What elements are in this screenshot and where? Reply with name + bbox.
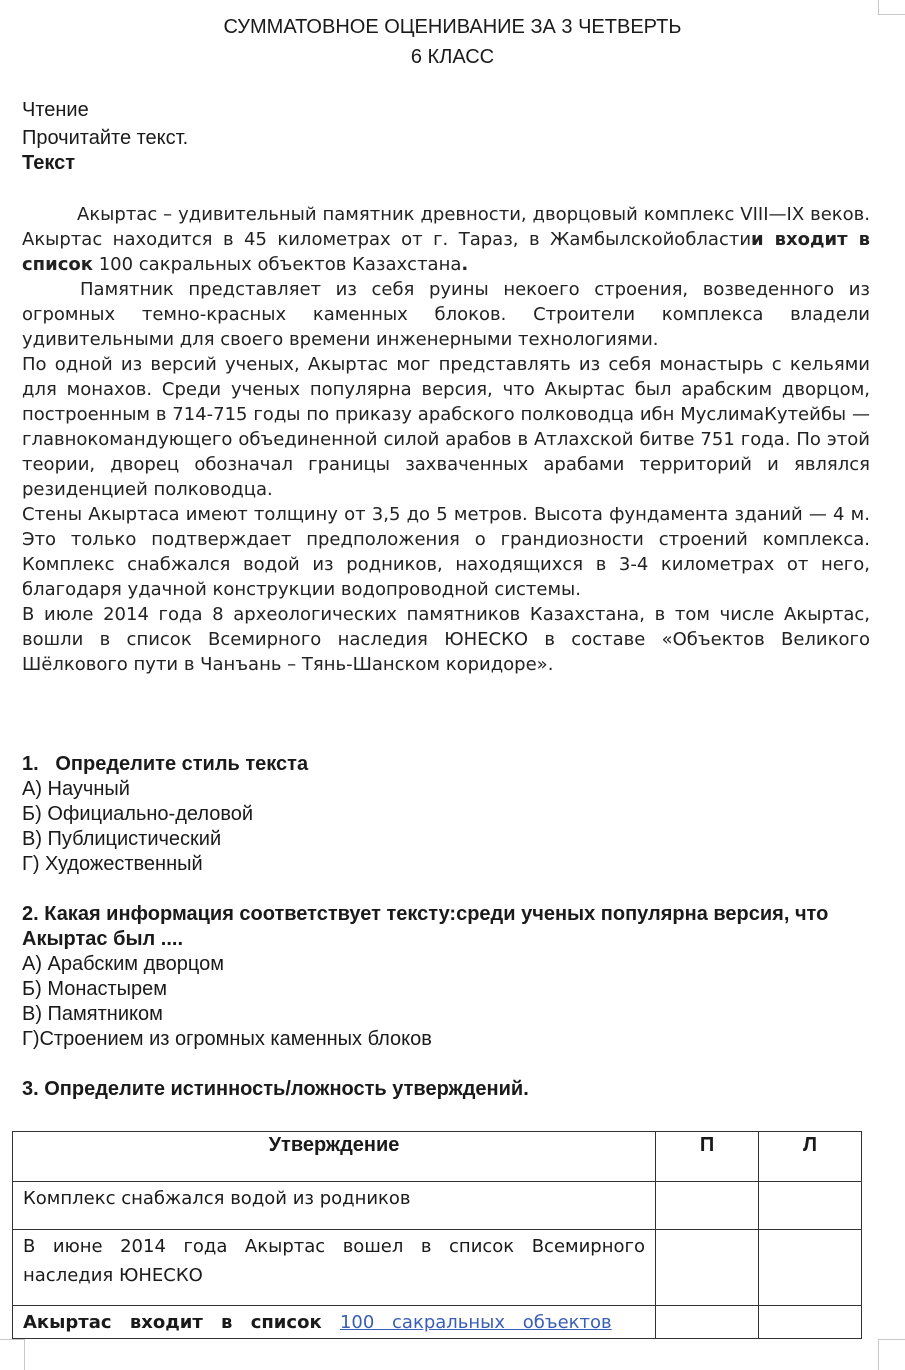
true-answer-cell[interactable] — [656, 1306, 759, 1339]
question-title: 2. Какая информация соответствует тексту:среди ученых популярна версия, что Акыртас был .... — [22, 903, 829, 950]
text-label: Текст — [22, 152, 76, 174]
passage-paragraph: Памятник представляет из себя руины некоего строения, возведенного из огромных темно-красных каменных блоков. Строители комплекса владели удивительными для своего времени инженерными технологиями. — [22, 279, 870, 350]
header-true: П — [656, 1132, 759, 1182]
answer-option: А) Арабским дворцом — [22, 953, 225, 975]
question-2 — [22, 902, 872, 1052]
answer-option: Г)Строением из огромных каменных блоков — [22, 1028, 432, 1050]
passage-paragraph: В июле 2014 года 8 археологических памятников Казахстана, в том числе Акыртас, вошли в список Всемирного наследия ЮНЕСКО в составе «Объектов Великого Шёлкового пути в Чанъань – Тянь-Шанском коридоре». — [22, 604, 870, 675]
statement-cell: В июне 2014 года Акыртас вошел в список Всемирного наследия ЮНЕСКО — [13, 1230, 656, 1306]
answer-option: Г) Художественный — [22, 853, 203, 875]
passage-text: 100 сакральных объектов Казахстана — [92, 254, 462, 275]
page-corner-mark — [0, 1339, 25, 1370]
passage-bold-text: . — [461, 254, 469, 275]
instruction-text: Прочитайте текст. — [22, 127, 189, 149]
header-title: СУММАТОВНОЕ ОЦЕНИВАНИЕ ЗА 3 ЧЕТВЕРТЬ — [223, 16, 682, 38]
document-header — [0, 12, 905, 72]
table-row — [13, 1306, 862, 1339]
reading-passage — [22, 202, 870, 677]
statement-bold-text: Акыртас входит в список — [23, 1312, 322, 1333]
true-false-table — [12, 1131, 862, 1339]
statement-link[interactable]: 100 сакральных объектов — [339, 1312, 612, 1333]
header-false: Л — [759, 1132, 862, 1182]
passage-paragraph: По одной из версий ученых, Акыртас мог представлять из себя монастырь с кельями для монахов. Среди ученых популярна версия, что Акыртас был арабским дворцом, построенным в 714-715 годы по приказу арабского полководца ибн МуслимаКутейбы — главнокомандующего объединенной силой арабов в Атлахской битве 751 года. По этой теории, дворец обозначал границы захваченных арабами территорий и являлся резиденцией полководца. — [22, 354, 870, 500]
question-3 — [22, 1077, 872, 1102]
table-row — [13, 1230, 862, 1306]
passage-paragraph: Стены Акыртаса имеют толщину от 3,5 до 5 метров. Высота фундамента зданий — 4 м. Это только подтверждает предположения о грандиозности строений комплекса. Комплекс снабжался водой из родников, находящихся в 3-4 километрах от него, благодаря удачной конструкции водопроводной системы. — [22, 504, 870, 600]
header-statement: Утверждение — [13, 1132, 656, 1182]
question-1 — [22, 752, 872, 877]
statement-cell: Комплекс снабжался водой из родников — [13, 1182, 656, 1230]
false-answer-cell[interactable] — [759, 1306, 862, 1339]
page-corner-mark — [878, 1339, 905, 1370]
section-heading: Чтение — [22, 99, 89, 121]
question-title: 1. Определите стиль текста — [22, 753, 309, 775]
answer-option: Б) Монастырем — [22, 978, 168, 1000]
table-header-row — [13, 1132, 862, 1182]
table-row — [13, 1182, 862, 1230]
true-answer-cell[interactable] — [656, 1230, 759, 1306]
passage-paragraph — [22, 202, 870, 277]
header-grade: 6 КЛАСС — [410, 46, 495, 68]
statement-cell — [13, 1306, 656, 1339]
false-answer-cell[interactable] — [759, 1230, 862, 1306]
false-answer-cell[interactable] — [759, 1182, 862, 1230]
answer-option: В) Публицистический — [22, 828, 222, 850]
answer-option: В) Памятником — [22, 1003, 163, 1025]
passage-bold-text: и входит в список — [22, 229, 870, 275]
answer-option: Б) Официально-деловой — [22, 803, 254, 825]
passage-text: Акыртас – удивительный памятник древности, дворцовый комплекс VIII—IX веков. Акыртас находится в 45 километрах от г. Тараз, в Жамбылскойобласти — [22, 204, 870, 250]
true-answer-cell[interactable] — [656, 1182, 759, 1230]
answer-option: А) Научный — [22, 778, 130, 800]
question-title: 3. Определите истинность/ложность утверждений. — [22, 1078, 529, 1100]
